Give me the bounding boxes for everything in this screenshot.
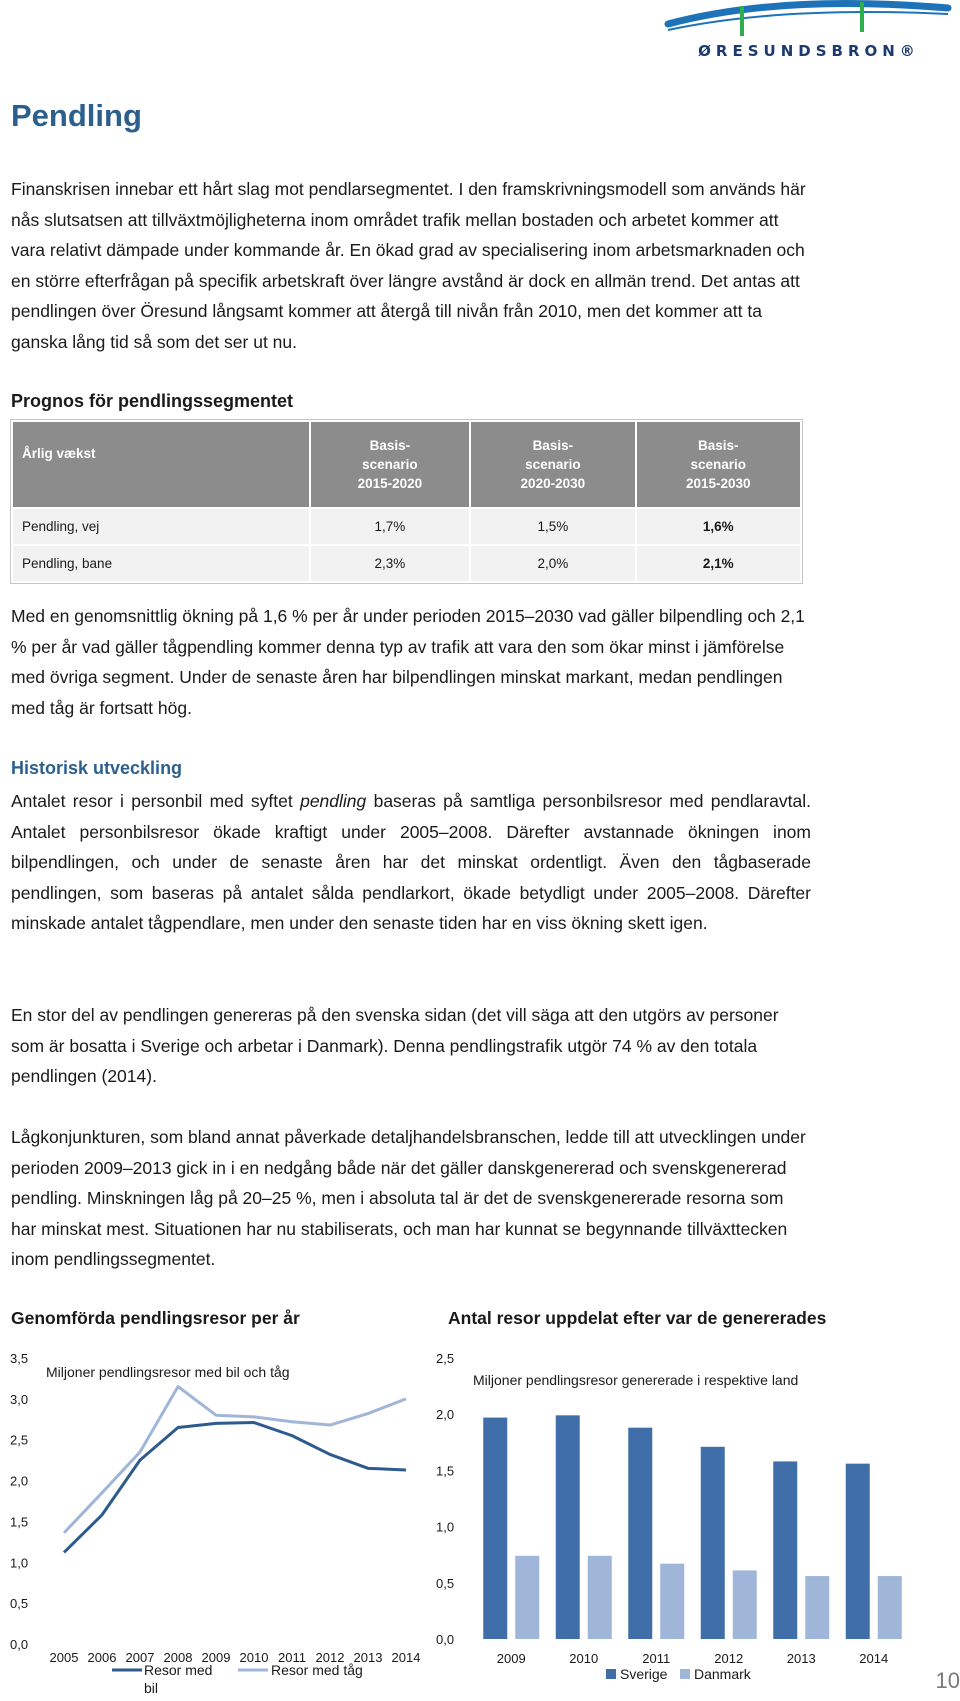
table-cell: 1,6% <box>637 509 800 544</box>
bar-danmark <box>588 1556 612 1639</box>
x-tick-label: 2014 <box>391 1650 421 1665</box>
chart2-title: Antal resor uppdelat efter var de genererades <box>448 1308 827 1328</box>
x-tick-label: 2005 <box>49 1650 79 1665</box>
x-tick-label: 2009 <box>496 1651 526 1666</box>
bar-chart <box>430 1340 930 1696</box>
x-tick-label: 2010 <box>569 1651 599 1666</box>
legend-label-tag: Resor med tåg <box>271 1662 363 1678</box>
y-tick-label: 1,5 <box>10 1514 29 1530</box>
section-heading-historisk: Historisk utveckling <box>11 758 183 778</box>
x-tick-label: 2012 <box>714 1651 744 1666</box>
table-row-label: Pendling, vej <box>13 509 309 544</box>
y-tick-label: 3,0 <box>10 1391 29 1407</box>
y-tick-label: 2,0 <box>436 1407 455 1423</box>
x-tick-label: 2009 <box>201 1650 231 1665</box>
table-corner-header: Årlig vækst <box>13 422 309 507</box>
x-tick-label: 2006 <box>87 1650 117 1665</box>
page-title: Pendling <box>11 98 142 133</box>
historisk-paragraph: Antalet resor i personbil med syftet pendling baseras på samtliga personbilsresor med pendlaravtal. Antalet personbilsresor ökade kraftigt under 2005–2008. Därefter avstannade ökningen inom bilpendlingen, och under de senaste åren har det minskat ordentligt. Även den tågbaserade pendlingen, som baseras på antalet sålda pendlarkort, ökade betydligt under 2005–2008. Därefter minskade antalet tågpendlare, men under den senaste tiden har en viss ökning skett igen. <box>11 791 812 933</box>
logo-text: ØRESUNDSBRON® <box>698 42 920 60</box>
x-tick-label: 2011 <box>278 1650 306 1665</box>
y-tick-label: 2,5 <box>10 1432 29 1448</box>
y-tick-label: 0,0 <box>10 1637 29 1652</box>
y-tick-label: 3,5 <box>10 1351 29 1366</box>
table-cell: 1,7% <box>311 509 469 544</box>
y-tick-label: 1,5 <box>436 1463 455 1479</box>
legend-label-bil-line2: bil <box>144 1680 159 1696</box>
x-tick-label: 2007 <box>125 1650 155 1665</box>
legend-swatch-danmark <box>680 1669 690 1679</box>
bar-sverige <box>846 1464 870 1639</box>
bar-danmark <box>805 1576 829 1639</box>
line-chart-subtitle: Miljoner pendlingsresor med bil och tåg <box>46 1364 290 1380</box>
x-tick-label: 2011 <box>642 1651 671 1666</box>
line-chart <box>0 1340 430 1696</box>
line-chart-plot-bg <box>46 1354 426 1650</box>
table-cell: 2,0% <box>471 546 634 581</box>
table-cell: 1,5% <box>471 509 634 544</box>
x-tick-label: 2012 <box>315 1650 345 1665</box>
bar-sverige <box>773 1461 797 1639</box>
growth-paragraph: Med en genomsnittlig ökning på 1,6 % per år under perioden 2015–2030 vad gäller bilpendling och 2,1 % per år vad gäller tågpendling kommer denna typ av trafik att vara den som ökar minst i jämförelse med övriga segment. Under de senaste åren har bilpendlingen minskat markant, medan pendlingen med tåg är fortsatt hög. <box>11 606 805 718</box>
bar-sverige <box>556 1415 580 1639</box>
legend-label-sverige: Sverige <box>620 1666 668 1682</box>
table-header-row <box>13 422 800 507</box>
emphasis-pendling: pendling <box>300 791 367 811</box>
line-chart-svg <box>0 1340 430 1696</box>
origin-paragraph: En stor del av pendlingen genereras på den svenska sidan (det vill säga att den utgörs av personer som är bosatta i Sverige och arbetar i Danmark). Denna pendlingstrafik utgör 74 % av den totala pendlingen (2014). <box>11 1005 779 1086</box>
x-tick-label: 2013 <box>353 1650 383 1665</box>
table-col-header: Basis- scenario 2015-2030 <box>637 422 800 507</box>
bar-danmark <box>878 1576 902 1639</box>
intro-paragraph: Finanskrisen innebar ett hårt slag mot pendlarsegmentet. I den framskrivningsmodell som används här nås slutsatsen att tillväxtmöjligheterna inom området trafik mellan bostaden och arbetet kommer att vara relativt dämpade under kommande år. En ökad grad av specialisering inom arbetsmarknaden och en större efterfrågan på specifik arbetskraft över längre avstånd är dock en allmän trend. Det antas att pendlingen över Öresund långsamt kommer att återgå till nivån från 2010, men det kommer att ta ganska lång tid så som det ser ut nu. <box>11 179 806 352</box>
bar-danmark <box>733 1570 757 1639</box>
bar-chart-subtitle: Miljoner pendlingsresor genererade i respektive land <box>473 1372 799 1388</box>
table-cell: 2,1% <box>637 546 800 581</box>
chart1-title: Genomförda pendlingsresor per år <box>11 1308 300 1328</box>
bar-sverige <box>483 1418 507 1639</box>
bar-danmark <box>660 1564 684 1639</box>
forecast-table <box>11 420 802 583</box>
y-tick-label: 0,5 <box>10 1596 29 1612</box>
bar-chart-svg <box>430 1340 930 1696</box>
x-tick-label: 2013 <box>786 1651 816 1666</box>
x-tick-label: 2014 <box>859 1651 889 1666</box>
y-tick-label: 0,0 <box>436 1632 455 1647</box>
table-row <box>13 509 800 544</box>
y-tick-label: 0,5 <box>436 1575 455 1591</box>
page-number: 10 <box>935 1668 960 1693</box>
oresundsbron-logo <box>660 0 960 66</box>
legend-label-danmark: Danmark <box>694 1666 751 1682</box>
table-row-label: Pendling, bane <box>13 546 309 581</box>
y-tick-label: 1,0 <box>436 1519 455 1535</box>
table-cell: 2,3% <box>311 546 469 581</box>
table-title: Prognos för pendlingssegmentet <box>11 391 294 411</box>
table-col-header: Basis- scenario 2020-2030 <box>471 422 634 507</box>
bar-sverige <box>701 1447 725 1639</box>
y-tick-label: 2,5 <box>436 1351 455 1366</box>
legend-label-bil: Resor med <box>144 1662 213 1678</box>
y-tick-label: 2,0 <box>10 1473 29 1489</box>
table-col-header: Basis- scenario 2015-2020 <box>311 422 469 507</box>
y-tick-label: 1,0 <box>10 1555 29 1571</box>
bar-sverige <box>628 1428 652 1639</box>
legend-swatch-sverige <box>606 1669 616 1679</box>
x-tick-label: 2008 <box>163 1650 193 1665</box>
table-row <box>13 546 800 581</box>
x-tick-label: 2010 <box>239 1650 269 1665</box>
recession-paragraph: Lågkonjunkturen, som bland annat påverkade detaljhandelsbranschen, ledde till att utvecklingen under perioden 2009–2013 gick in i en nedgång både när det gäller danskgenererad och svenskgenererad pendling. Minskningen låg på 20–25 %, men i absoluta tal är det de svenskgenererade resorna som har minskat mest. Situationen har nu stabiliserats, och man har kunnat se begynnande tillväxttecken inom pendlingssegmentet. <box>11 1127 806 1269</box>
bar-danmark <box>515 1556 539 1639</box>
